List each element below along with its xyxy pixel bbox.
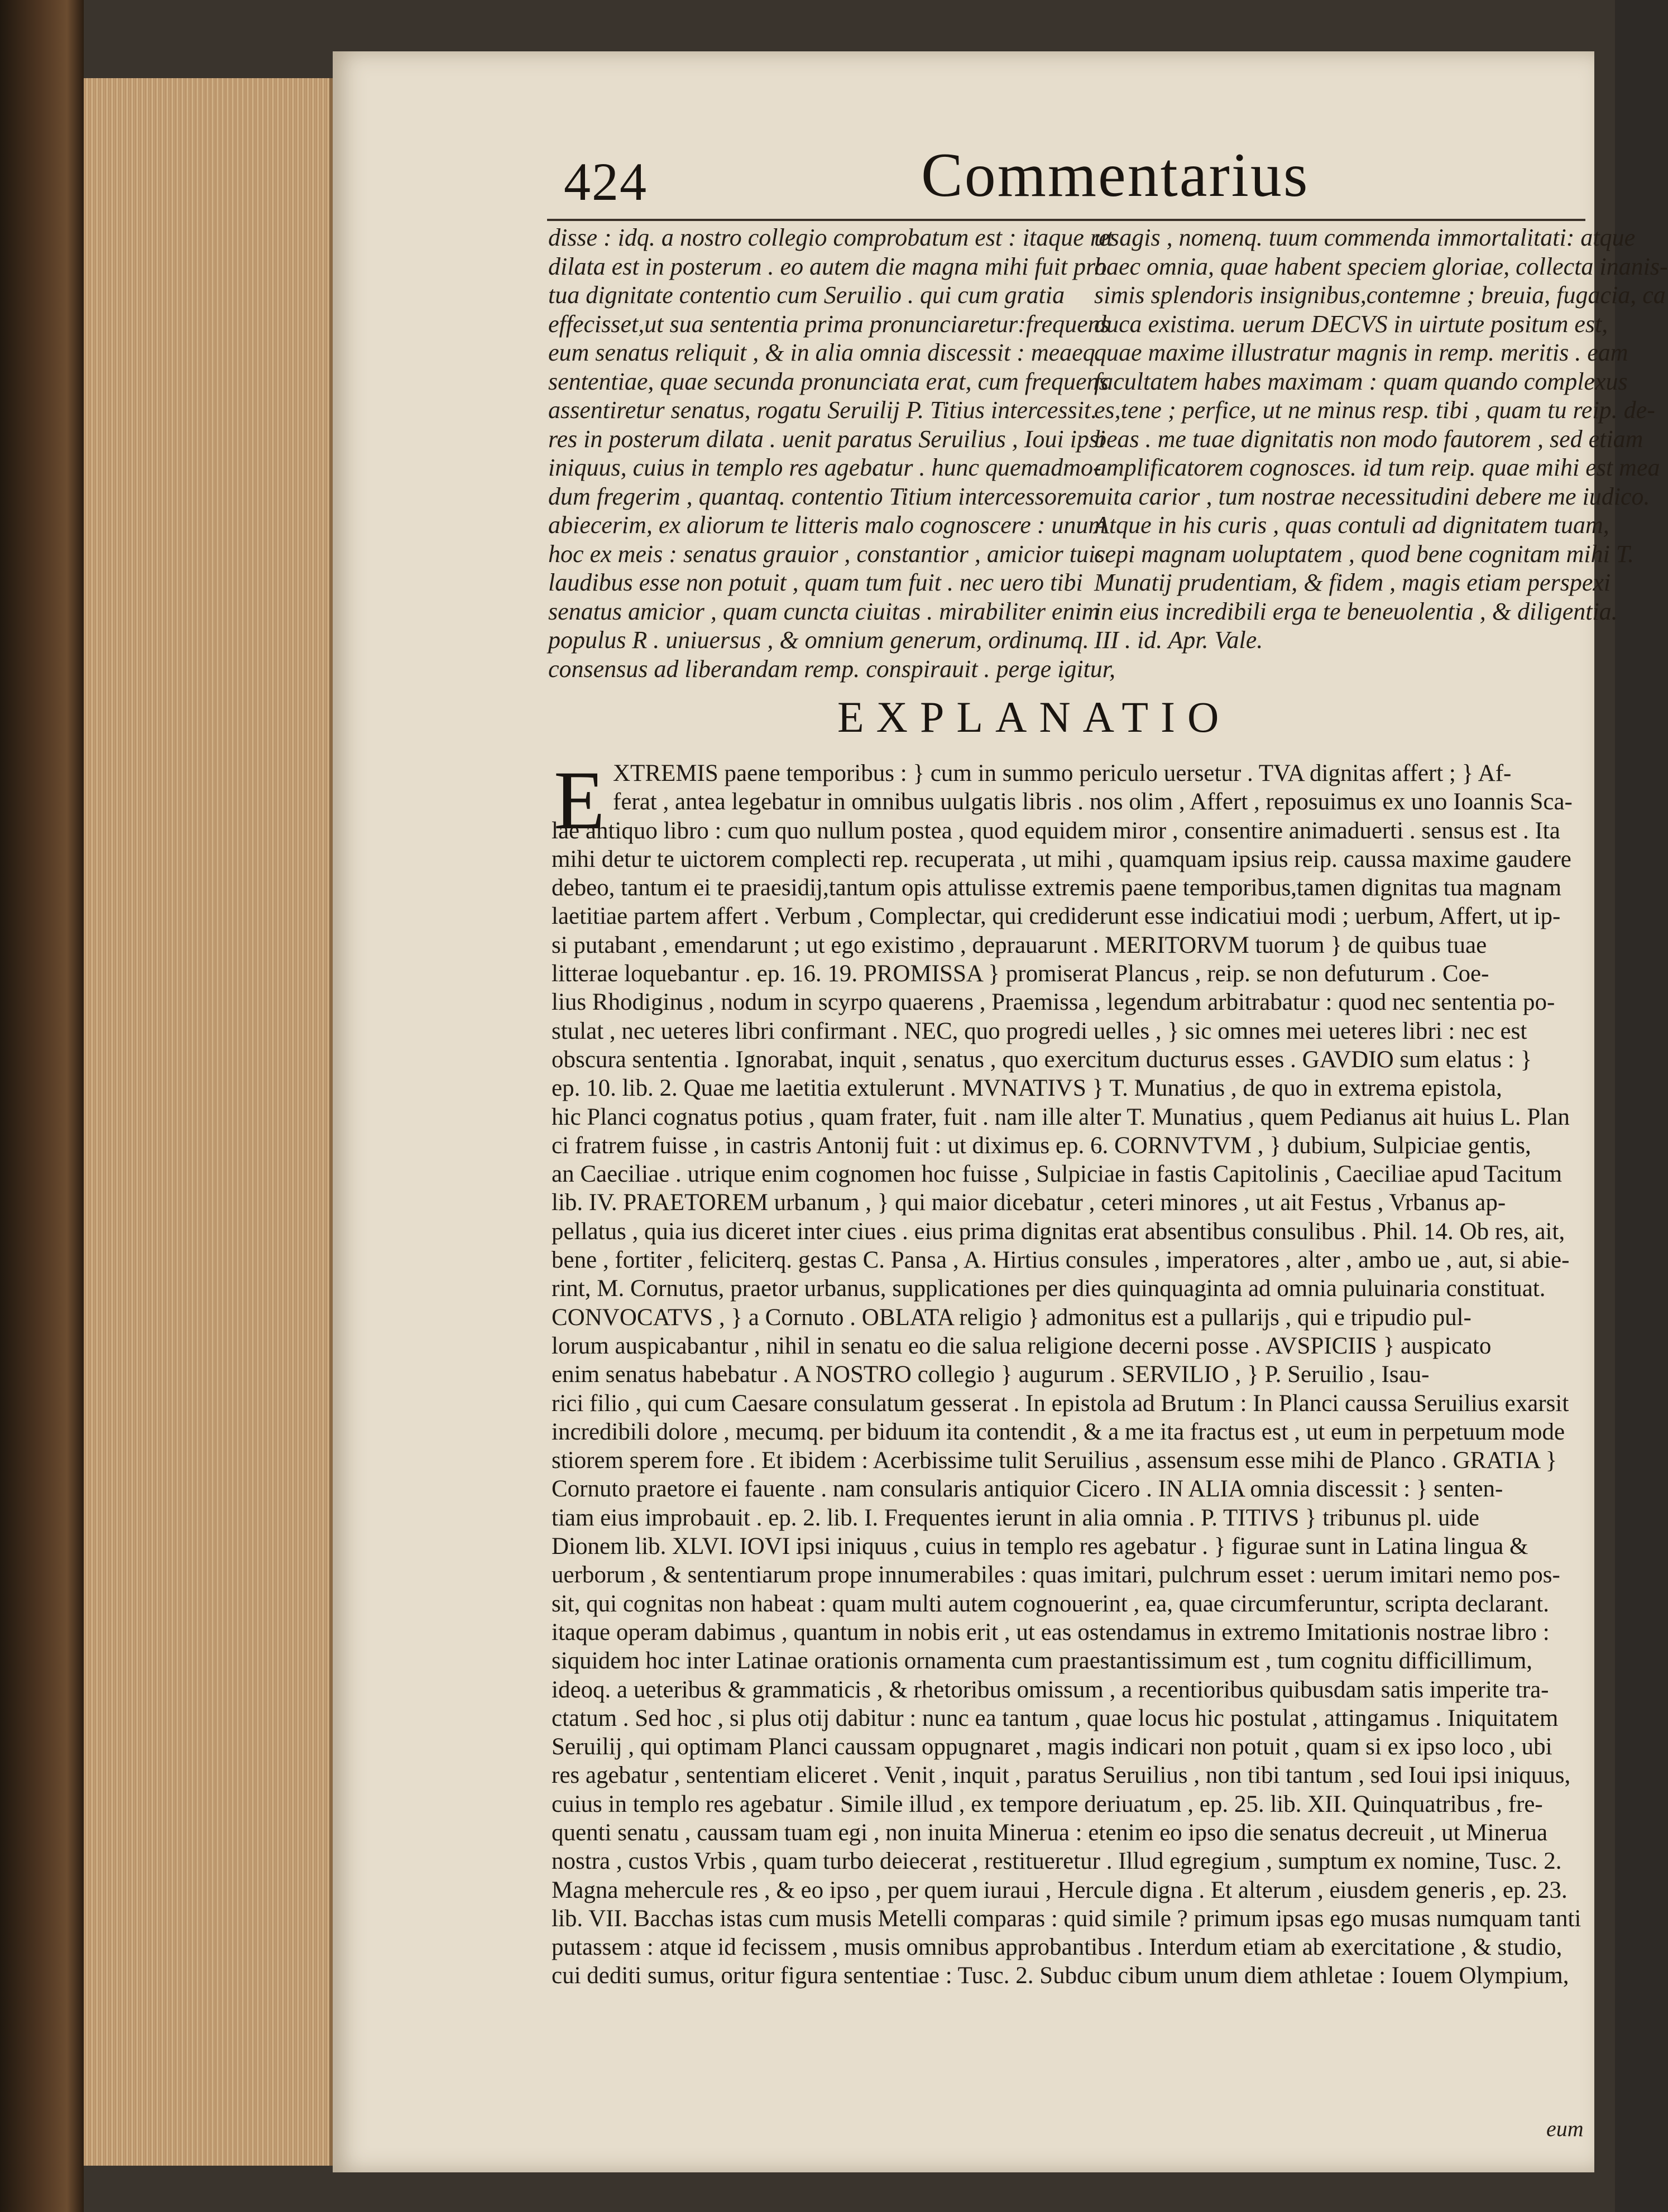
text-line: Magna mehercule res , & eo ipso , per quem iuraui , Hercule digna . Et alterum , eiusdem generis , ep. 23. (552, 1877, 1568, 1903)
text-line: abiecerim, ex aliorum te litteris malo cognoscere : unum (548, 511, 1106, 539)
text-line: laetitiae partem affert . Verbum , Complectar, qui crediderunt esse indicatiui modi ; uerbum, Affert, ut ip- (552, 903, 1561, 930)
text-line: putassem : atque id fecissem , musis omnibus approbantibus . Interdum etiam ab exercitatione , & studio, (552, 1934, 1562, 1961)
text-line: III . id. Apr. Vale. (1094, 626, 1263, 654)
text-line: sit, qui cognitas non habeat : quam multi autem cognouerint , ea, quae circumferuntur, scripta declarant. (552, 1590, 1549, 1617)
letter-right-column (1094, 223, 1668, 655)
text-line: res in posterum dilata . uenit paratus Seruilius , Ioui ipsi (548, 425, 1106, 453)
text-line: res agebatur , sententiam eliceret . Venit , inquit , paratus Seruilius , non tibi tantum , sed Ioui ipsi iniquus, (552, 1762, 1571, 1789)
text-line: lae antiquo libro : cum quo nullum postea , quod equidem miror , consentire animaduerti . sensus est . Ita (552, 817, 1560, 844)
text-line: siquidem hoc inter Latinae orationis ornamenta cum praestantissimum est , tum cognitu difficillimum, (552, 1648, 1533, 1674)
text-line: ep. 10. lib. 2. Quae me laetitia extulerunt . MVNATIVS } T. Munatius , de quo in extrema epistola, (552, 1075, 1502, 1102)
text-line: in eius incredibili erga te beneuolentia , & diligentia. (1094, 597, 1618, 625)
catchword: eum (1546, 2116, 1584, 2141)
drop-cap: E (554, 754, 605, 847)
text-line: effecisset,ut sua sententia prima pronunciaretur:frequens (548, 310, 1110, 338)
text-line: Cornuto praetore ei fauente . nam consularis antiquior Cicero . IN ALIA omnia discessit : } senten- (552, 1476, 1503, 1503)
text-line: Atque in his curis , quas contuli ad dignitatem tuam, (1094, 511, 1609, 539)
text-line: ideoq. a ueteribus & grammaticis , & rhetoribus omissum , a recentioribus quibusdam satis imperite tra- (552, 1676, 1549, 1703)
text-line: tiam eius improbauit . ep. 2. lib. I. Frequentes ierunt in alia omnia . P. TITIVS } tribunus pl. uide (552, 1504, 1479, 1531)
page-number: 424 (564, 152, 648, 212)
text-line: ctatum . Sed hoc , si plus otij dabitur : nunc ea tantum , quae locus hic postulat , attingamus . Iniquitatem (552, 1705, 1559, 1731)
text-line: stiorem sperem fore . Et ibidem : Acerbissime tulit Seruilius , assensum esse mihi de Planco . GRATIA } (552, 1447, 1557, 1474)
text-line: lorum auspicabantur , nihil in senatu eo die salua religione decerni posse . AVSPICIIS } auspicato (552, 1332, 1492, 1359)
text-line: XTREMIS paene temporibus : } cum in summo periculo uersetur . TVA dignitas affert ; } Af- (613, 760, 1512, 786)
text-line: itaque operam dabimus , quantum in nobis erit , ut eas ostendamus in extremo Imitationis nostrae libro : (552, 1619, 1550, 1645)
text-line: ut agis , nomenq. tuum commenda immortalitati: atque (1094, 224, 1636, 251)
text-line: lib. IV. PRAETOREM urbanum , } qui maior dicebatur , ceteri minores , ut ait Festus , Vrbanus ap- (552, 1189, 1506, 1216)
text-line: incredibili dolore , mecumq. per biduum ita contendit , & a me ita fractus est , ut eum in perpetuum mode (552, 1418, 1565, 1445)
text-line: ferat , antea legebatur in omnibus uulgatis libris . nos olim , Affert , reposuimus ex uno Ioannis Sca- (613, 789, 1573, 815)
text-line: assentiretur senatus, rogatu Seruilij P. Titius intercessit. (548, 396, 1097, 424)
page-edges (84, 78, 333, 2166)
text-line: facultatem habes maximam : quam quando complexus (1094, 367, 1628, 395)
text-line: simis splendoris insignibus,contemne ; breuia, fugacia, ca (1094, 281, 1666, 309)
text-line: tua dignitate contentio cum Seruilio . qui cum gratia (548, 281, 1065, 309)
text-line: quenti senatu , caussam tuam egi , non inuita Minerua : etenim eo ipso die senatus decreuit , ut Minerua (552, 1819, 1548, 1846)
text-line: lius Rhodiginus , nodum in scyrpo quaerens , Praemissa , legendum arbitrabatur : quod nec sententia po- (552, 989, 1555, 1016)
book-binding (0, 0, 84, 2212)
text-line: Dionem lib. XLVI. IOVI ipsi iniquus , cuius in templo res agebatur . } figurae sunt in Latina lingua & (552, 1533, 1528, 1560)
text-line: bene , fortiter , feliciterq. gestas C. Pansa , A. Hirtius consules , imperatores , alter , ambo ue , aut, si abie- (552, 1247, 1570, 1274)
text-line: pellatus , quia ius diceret inter ciues . eius prima dignitas erat absentibus consulibus . Phil. 14. Ob res, ait, (552, 1218, 1565, 1245)
text-line: beas . me tuae dignitatis non modo fautorem , sed etiam (1094, 425, 1643, 453)
text-line: consensus ad liberandam remp. conspirauit . perge igitur, (548, 655, 1116, 683)
text-line: debeo, tantum ei te praesidij,tantum opis attulisse extremis paene temporibus,tamen dignitas tua magnam (552, 875, 1562, 901)
text-line: lib. VII. Bacchas istas cum musis Metelli comparas : quid simile ? primum ipsas ego musas numquam tanti (552, 1905, 1581, 1932)
text-line: populus R . uniuersus , & omnium generum, ordinumq. (548, 626, 1089, 654)
text-line: cepi magnam uoluptatem , quod bene cognitam mihi T. (1094, 540, 1635, 568)
letter-left-column (548, 223, 1119, 683)
text-line: ci fratrem fuisse , in castris Antonij fuit : ut diximus ep. 6. CORNVTVM , } dubium, Sulpiciae gentis, (552, 1132, 1531, 1159)
header-rule (547, 219, 1585, 221)
running-head (564, 140, 1310, 229)
text-line: laudibus esse non potuit , quam tum fuit . nec uero tibi (548, 569, 1083, 596)
text-line: sententiae, quae secunda pronunciata erat, cum frequens (548, 367, 1109, 395)
text-line: uita carior , tum nostrae necessitudini debere me iudico. (1094, 482, 1650, 510)
text-line: quae maxime illustratur magnis in remp. meritis . eam (1094, 339, 1628, 366)
text-line: CONVOCATVS , } a Cornuto . OBLATA religio } admonitus est a pullarijs , qui e tripudio pul- (552, 1304, 1472, 1331)
text-line: an Caeciliae . utrique enim cognomen hoc fuisse , Sulpiciae in fastis Capitolinis , Caeciliae apud Tacitum (552, 1161, 1562, 1188)
text-line: uerborum , & sententiarum prope innumerabiles : quas imitari, pulchrum esset : uerum imitari nemo pos- (552, 1562, 1560, 1589)
text-line: Munatij prudentiam, & fidem , magis etiam perspexi (1094, 569, 1611, 596)
text-line: litterae loquebantur . ep. 16. 19. PROMISSA } promiserat Plancus , reip. se non defuturum . Coe- (552, 961, 1489, 987)
text-line: Seruilij , qui optimam Planci caussam oppugnaret , magis indicari non potuit , quam si ex ipso loco , ubi (552, 1734, 1552, 1760)
text-line: senatus amicior , quam cuncta ciuitas . mirabiliter enim (548, 597, 1100, 625)
text-line: si putabant , emendarunt ; ut ego existimo , deprauarunt . MERITORVM tuorum } de quibus tuae (552, 932, 1487, 958)
text-line: eum senatus reliquit , & in alia omnia discessit : meaeq. (548, 339, 1101, 366)
text-line: es,tene ; perfice, ut ne minus resp. tibi , quam tu reip. de- (1094, 396, 1655, 424)
text-line: amplificatorem cognosces. id tum reip. quae mihi est mea (1094, 454, 1660, 481)
text-line: nostra , custos Vrbis , quam turbo deiecerat , restitueretur . Illud egregium , sumptum ex nomine, Tusc. 2. (552, 1848, 1562, 1875)
text-line: dum fregerim , quantaq. contentio Titium intercessorem (548, 482, 1094, 510)
section-heading: EXPLANATIO (837, 693, 1231, 741)
text-line: dilata est in posterum . eo autem die magna mihi fuit pro (548, 252, 1107, 280)
text-line: enim senatus habebatur . A NOSTRO collegio } augurum . SERVILIO , } P. Seruilio , Isau- (552, 1361, 1430, 1388)
text-line: iniquus, cuius in templo res agebatur . hunc quemadmo- (548, 454, 1101, 481)
text-line: cuius in templo res agebatur . Simile illud , ex tempore deriuatum , ep. 25. lib. XII. Quinquatribus , fre- (552, 1791, 1543, 1817)
text-line: rint, M. Cornutus, praetor urbanus, supplicationes per dies quinquaginta ad omnia puluinaria constituat. (552, 1275, 1546, 1302)
text-line: stulat , nec ueteres libri confirmant . NEC, quo progredi uelles , } sic omnes mei ueteres libri : nec est (552, 1018, 1527, 1044)
text-line: rici filio , qui cum Caesare consulatum gesserat . In epistola ad Brutum : In Planci caussa Seruilius exarsit (552, 1390, 1569, 1417)
text-line: cui dediti sumus, oritur figura sententiae : Tusc. 2. Subduc cibum unum diem athletae : Iouem Olympium, (552, 1963, 1569, 1989)
text-line: haec omnia, quae habent speciem gloriae, collecta inanis- (1094, 252, 1668, 280)
text-line: disse : idq. a nostro collegio comprobatum est : itaque res (548, 224, 1119, 251)
text-line: obscura sententia . Ignorabat, inquit , senatus , quo exercitum ducturus esses . GAVDIO sum elatus : } (552, 1046, 1532, 1073)
text-line: hoc ex meis : senatus grauior , constantior , amicior tuis (548, 540, 1105, 568)
commentary-body (552, 754, 1595, 1990)
running-title: Commentarius (921, 141, 1310, 210)
text-line: duca existima. uerum DECVS in uirtute positum est, (1094, 310, 1608, 338)
text-line: mihi detur te uictorem complecti rep. recuperata , ut mihi , quamquam ipsius reip. caussa maxime gaudere (552, 846, 1571, 872)
text-line: hic Planci cognatus potius , quam frater, fuit . nam ille alter T. Munatius , quem Pedianus ait huius L. Plan (552, 1103, 1570, 1130)
